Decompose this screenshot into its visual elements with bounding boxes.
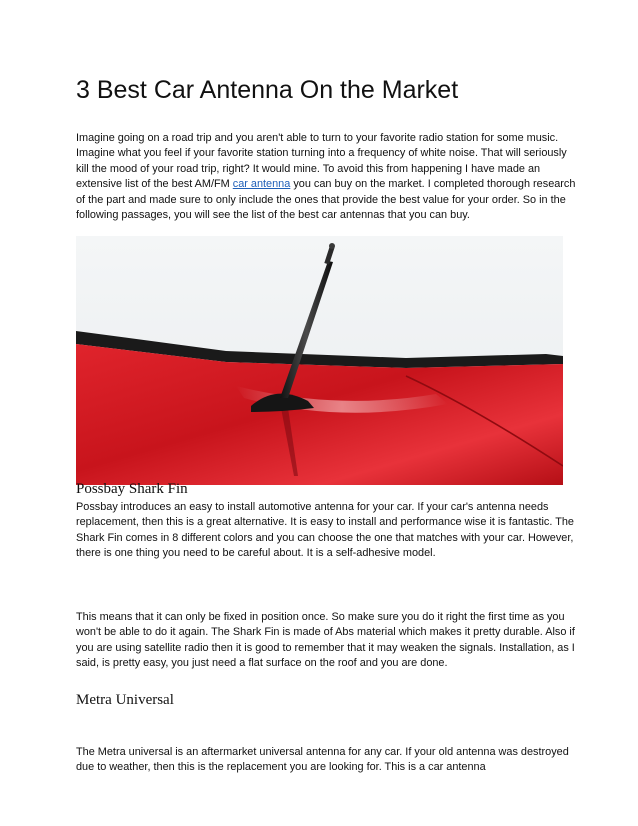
page-title: 3 Best Car Antenna On the Market (76, 76, 459, 104)
metra-paragraph-1: The Metra universal is an aftermarket universal antenna for any car. If your old antenna was destroyed due to weather, then this is the replacement you are looking for. This is a car antenna (76, 746, 569, 774)
intro-text-end: you can buy on the market. I completed thorough research of the part and made sure to only include the ones that provide the best value for your order. So in the following passages, you will see the list of the best car antennas that you can buy. (76, 178, 576, 222)
intro-text-start: Imagine going on a road trip and you aren't able to turn to your favorite radio station for some music. Imagine what you feel if your favorite station turning into a frequency of white noise. That will seriously kill the mood of your road trip, right? It would mine. To avoid this from happening I have made an extensive list of the best AM/FM (76, 132, 567, 191)
antenna-tip-cap (329, 243, 335, 249)
section-heading-possbay: Possbay Shark Fin (76, 481, 188, 497)
section-heading-metra: Metra Universal (76, 692, 174, 708)
car-roof-illustration (76, 236, 563, 485)
intro-paragraph (76, 131, 576, 223)
car-antenna-link[interactable]: car antenna (232, 178, 291, 191)
possbay-paragraph-2: This means that it can only be fixed in position once. So make sure you do it right the first time as you won't be able to do it again. The Shark Fin is made of Abs material which makes it pretty durable. Also if you are using satellite radio then it is good to remember that it may weaken the signals. Installation, as I said, is pretty easy, you just need a flat surface on the roof and you are done. (76, 611, 575, 670)
car-antenna-photo (76, 236, 563, 485)
possbay-paragraph-1: Possbay introduces an easy to install automotive antenna for your car. If your car's antenna needs replacement, then this is a great alternative. It is easy to install and performance wise it is fantastic. The Shark Fin comes in 8 different colors and you can choose the one that matches with your car. However, there is one thing you need to be careful about. It is a self-adhesive model. (76, 501, 574, 560)
